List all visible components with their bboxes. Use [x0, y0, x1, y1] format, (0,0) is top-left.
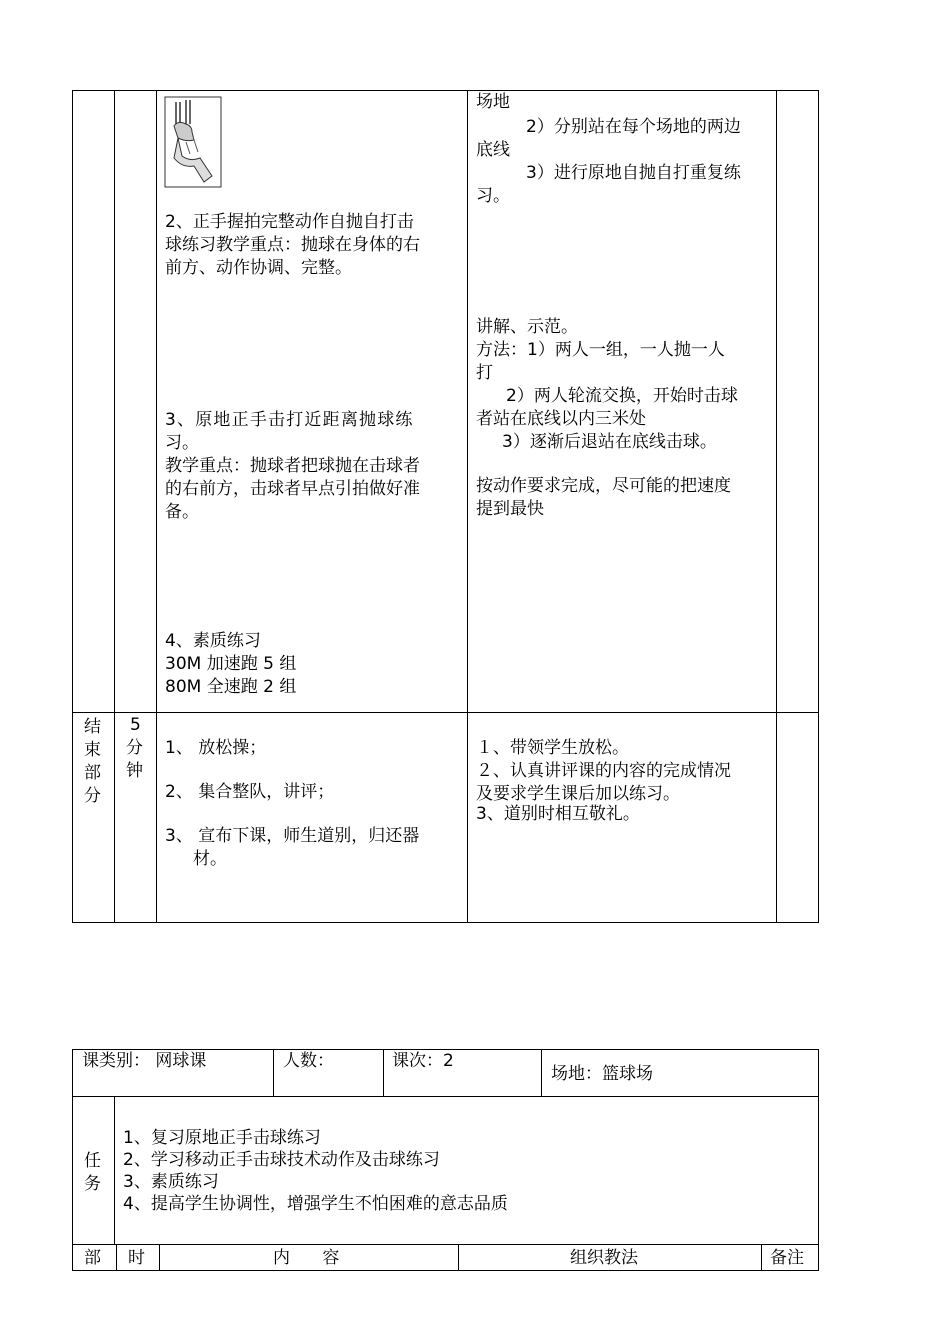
- list-item: 2、学习移动正手击球技术动作及击球练习: [123, 1150, 440, 1170]
- venue-label: 场地：篮球场: [551, 1064, 653, 1084]
- text-line: 备。: [165, 502, 199, 522]
- student-count-label: 人数：: [283, 1051, 334, 1071]
- column-header-content: 内 容: [273, 1248, 340, 1268]
- text-line: 习。: [165, 433, 199, 453]
- text-line: 及要求学生课后加以练习。: [476, 784, 680, 804]
- text-char: 任: [84, 1151, 101, 1171]
- text-line: 30M 加速跑 5 组: [165, 654, 297, 674]
- text-line: 3、原地正手击打近距离抛球练: [165, 410, 414, 430]
- text-line: 讲解、示范。: [476, 317, 578, 337]
- text-line: 2、 集合整队，讲评；: [165, 782, 335, 802]
- text-char: 结: [84, 717, 101, 737]
- text-line: 教学重点：抛球者把球抛在击球者: [165, 456, 420, 476]
- text-char: 部: [84, 763, 101, 783]
- text-line: 2）两人轮流交换，开始时击球: [506, 386, 738, 406]
- text-line: 3）进行原地自抛自打重复练: [526, 163, 741, 183]
- text-line: 3、 宣布下课，师生道别，归还器: [165, 826, 420, 846]
- session-number-label: 课次：2: [392, 1051, 454, 1071]
- text-char: 分: [84, 786, 101, 806]
- forehand-grip-illustration: [164, 96, 222, 188]
- text-char: 分: [126, 738, 143, 758]
- text-line: 的右前方，击球者早点引拍做好准: [165, 479, 420, 499]
- text-char: 束: [84, 740, 101, 760]
- column-header-note: 备注: [770, 1248, 804, 1268]
- list-item: 4、提高学生协调性，增强学生不怕困难的意志品质: [123, 1194, 508, 1214]
- text-char: 务: [84, 1174, 101, 1194]
- text-line: 球练习教学重点：抛球在身体的右: [165, 235, 420, 255]
- text-line: 按动作要求完成，尽可能的把速度: [476, 476, 731, 496]
- text-line: 2、正手握拍完整动作自抛自打击: [165, 212, 414, 232]
- text-line: 前方、动作协调、完整。: [165, 258, 352, 278]
- text-char: 钟: [126, 761, 143, 781]
- text-line: 2）分别站在每个场地的两边: [526, 117, 741, 137]
- text-line: 底线: [476, 140, 510, 160]
- text-line: １、带领学生放松。: [476, 738, 629, 758]
- list-item: 1、复习原地正手击球练习: [123, 1128, 321, 1148]
- text-line: ２、认真讲评课的内容的完成情况: [476, 761, 731, 781]
- text-line: 者站在底线以内三米处: [476, 409, 646, 429]
- list-item: 3、素质练习: [123, 1172, 219, 1192]
- text-line: 1、 放松操；: [165, 738, 267, 758]
- text-line: 方法：1）两人一组，一人抛一人: [476, 340, 725, 360]
- text-line: 场地: [476, 92, 510, 112]
- text-line: 3）逐渐后退站在底线击球。: [502, 432, 717, 452]
- text-char: 5: [130, 715, 141, 735]
- text-line: 习。: [476, 186, 510, 206]
- column-header-time: 时: [128, 1248, 145, 1268]
- text-line: 3、道别时相互敬礼。: [476, 804, 640, 824]
- text-line: 80M 全速跑 2 组: [165, 677, 297, 697]
- text-line: 材。: [193, 849, 227, 869]
- course-type-label: 课类别： 网球课: [82, 1051, 207, 1071]
- column-header-part: 部: [84, 1248, 101, 1268]
- text-line: 4、素质练习: [165, 631, 261, 651]
- text-line: 打: [476, 363, 493, 383]
- text-line: 提到最快: [476, 499, 544, 519]
- column-header-method: 组织教法: [570, 1248, 638, 1268]
